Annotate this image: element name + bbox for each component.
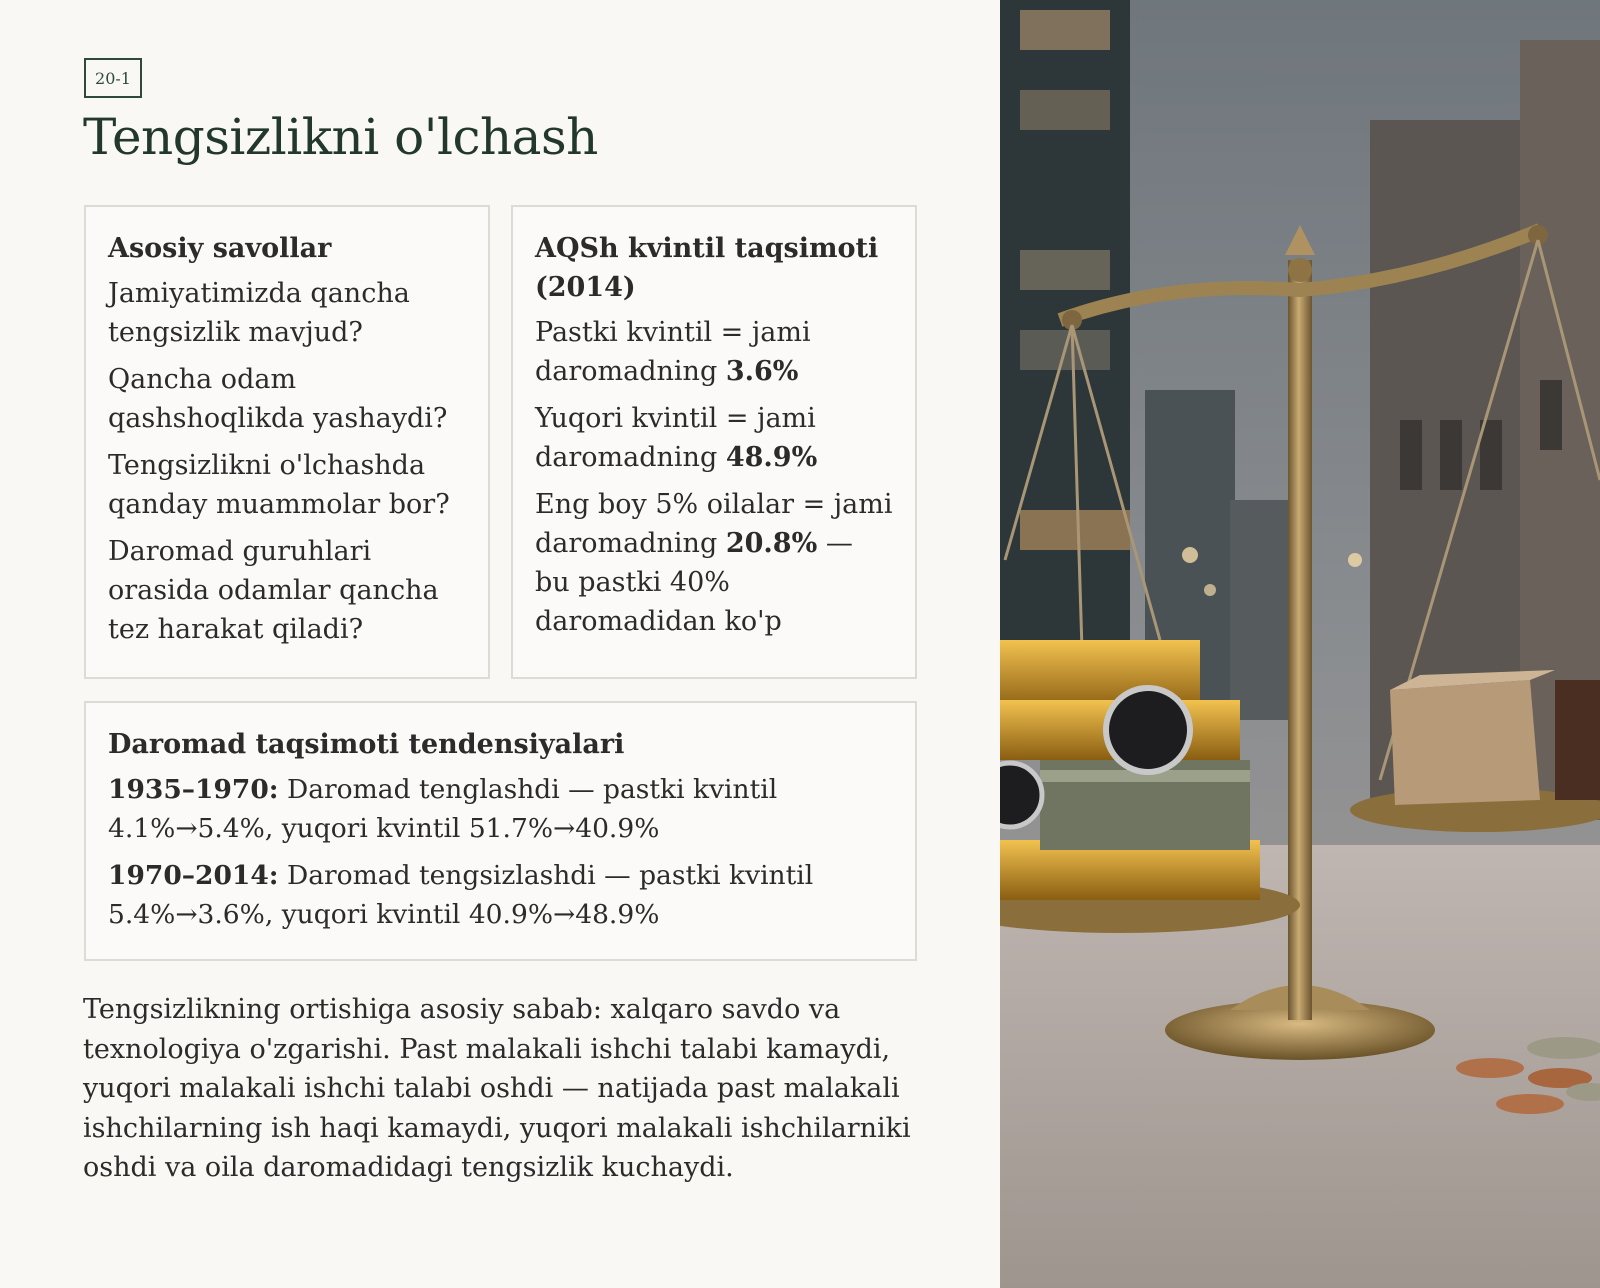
key-questions-card: [84, 205, 490, 679]
summary-paragraph: Tengsizlikning ortishiga asosiy sabab: xalqaro savdo va texnologiya o'zgarishi. Past malakali ishchi talabi kamaydi, yuqori malakali ishchi talabi oshdi — natijada past malakali ishchilarning ish haqi kamaydi, yuqori malakali ishchilarniki oshdi va oila daromadidagi tengsizlik kuchaydi.: [83, 994, 911, 1183]
trend-text: Daromad tengsizlashdi — pastki kvintil 5.4%→3.6%, yuqori kvintil 40.9%→48.9%: [108, 860, 814, 930]
quintile-tail: — bu pastki 40% daromadidan ko'p: [535, 528, 853, 637]
trend-period: 1970–2014:: [108, 860, 279, 891]
question-item: Tengsizlikni o'lchashda qanday muammolar bor?: [108, 450, 450, 520]
quintile-value: 48.9%: [725, 442, 818, 473]
card-heading: AQSh kvintil taqsimoti (2014): [535, 233, 879, 303]
slide-number-badge: 20-1: [84, 58, 142, 98]
trend-item: [108, 856, 893, 934]
question-item: Jamiyatimizda qancha tengsizlik mavjud?: [108, 278, 410, 348]
question-item: Daromad guruhlari orasida odamlar qancha tez harakat qiladi?: [108, 536, 439, 645]
quintile-item: [535, 485, 893, 641]
card-heading: Asosiy savollar: [108, 233, 332, 264]
quintile-text: Eng boy 5% oilalar = jami daromadning: [535, 489, 893, 559]
trend-text: Daromad tenglashdi — pastki kvintil 4.1%→5.4%, yuqori kvintil 51.7%→40.9%: [108, 774, 778, 844]
quintile-item: [535, 399, 893, 477]
card-heading: Daromad taqsimoti tendensiyalari: [108, 729, 625, 760]
quintile-text: Pastki kvintil = jami daromadning: [535, 317, 811, 387]
trend-period: 1935–1970:: [108, 774, 279, 805]
page-title: Tengsizlikni o'lchash: [83, 108, 598, 166]
income-trends-card: [84, 701, 917, 961]
quintile-value: 3.6%: [725, 356, 799, 387]
quintile-distribution-card: [511, 205, 917, 679]
quintile-value: 20.8%: [725, 528, 818, 559]
question-item: Qancha odam qashshoqlikda yashaydi?: [108, 364, 448, 434]
quintile-item: [535, 313, 893, 391]
trend-item: [108, 770, 893, 848]
quintile-text: Yuqori kvintil = jami daromadning: [535, 403, 816, 473]
balance-scale-photo: [1000, 0, 1600, 1288]
